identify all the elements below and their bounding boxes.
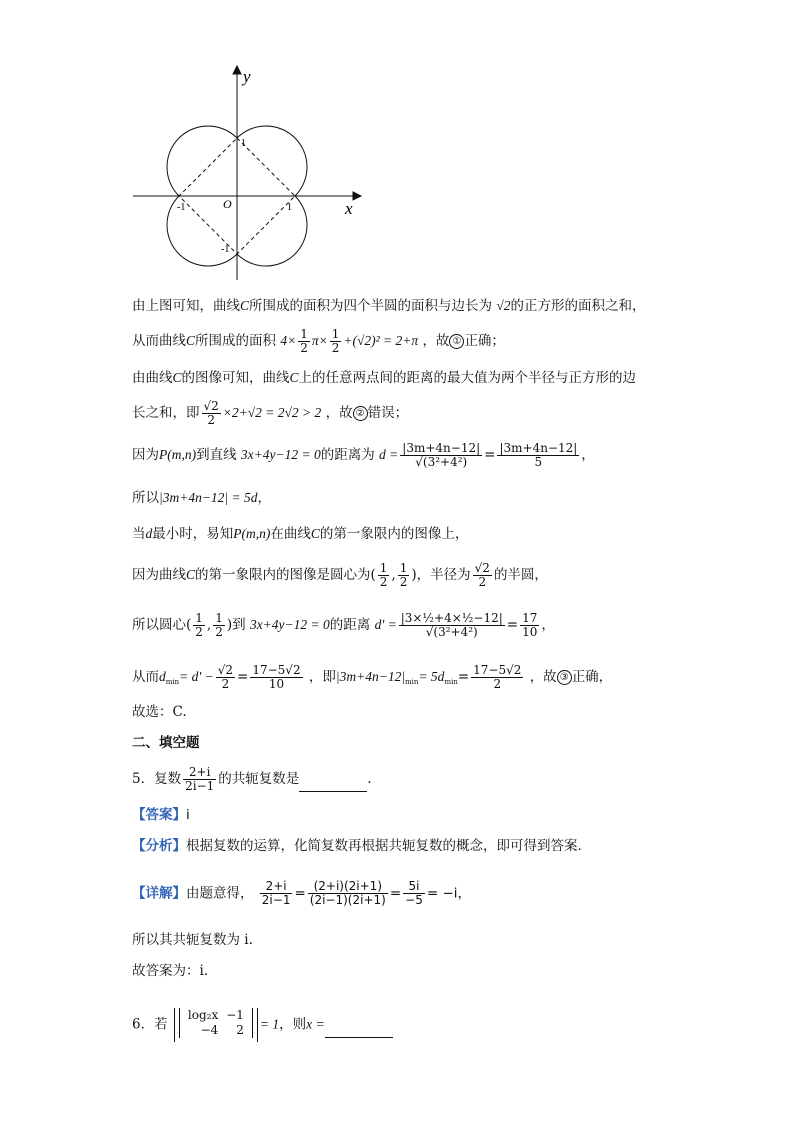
origin-label: O (223, 197, 232, 211)
detail-line: 【详解】由题意得， $\frac{2+i}{2i-1}$ = $\frac{(2+i)(2i+1)}{(2i-1)(2i+1)}$ = $\frac{5i}{-5}$ = −i， (132, 879, 472, 907)
fraction: $\frac{1}{2}$ (215, 611, 223, 639)
fraction: $\frac{2+i}{2i-1}$ (261, 879, 291, 907)
question-6: 6．若 log₂x −1 −4 2 = 1，则x = (132, 1008, 393, 1042)
fraction: $\frac{1}{2}$ (300, 327, 308, 355)
answer-blank (299, 771, 367, 792)
determinant: log₂x −1 −4 2 (174, 1008, 258, 1042)
text-line: 故选：C. (132, 704, 187, 720)
fraction: $\frac{|3m+4n-12|}{5}$ (499, 441, 578, 469)
x-axis-label: x (345, 199, 353, 218)
text-line: 所以圆心( $\frac{1}{2}$ , $\frac{1}{2}$ )到 3x+4y−12 = 0的距离 d' = $\frac{\text{|3×½+4×½−12|}}{\text{√(3²+4²)}}$ = $\frac{17}{10}$ ， (132, 611, 555, 639)
tick-neg-y: -1 (221, 244, 230, 255)
text-line: 从而曲线C所围成的面积 4× $\frac{1}{2}$ π× $\frac{1}{2}$ +(√2)² = 2+π ，故 ① 正确； (132, 327, 505, 355)
text-line: 所以|3m+4n−12| = 5d， (132, 490, 272, 506)
text-line: 长之和，即 $\frac{√2}{2}$ ×2+√2 = 2√2 > 2 ，故 ② 错误； (132, 399, 409, 427)
fraction: $\frac{17-5√2}{10}$ (252, 663, 301, 691)
fraction: $\frac{√2}{2}$ (203, 399, 219, 427)
tick-pos-x: 1 (287, 202, 292, 213)
question-5: 5．复数 $\frac{2+i}{2i-1}$ 的共轭复数是 . (132, 765, 372, 793)
semicircle-ne (237, 126, 307, 196)
answer-blank (325, 1017, 393, 1038)
text-line: 故答案为：i. (132, 963, 209, 979)
fraction: $\frac{\text{|3×½+4×½−12|}}{\text{√(3²+4²)}}$ (400, 611, 503, 639)
text-line: 从而$d_{min}= d'$ − $\frac{√2}{2}$ = $\frac{17-5√2}{10}$ ，即$|3m+4n-12|_{min}= 5d_{min}=$ $\frac{17-5√2}{2}$ ，故 ③ 正确， (132, 663, 613, 691)
fraction: $\frac{5i}{-5}$ (405, 879, 423, 907)
tick-neg-x: -1 (177, 202, 186, 213)
fraction: $\frac{1}{2}$ (399, 561, 408, 589)
text-line: 因为P(m,n)到直线 3x+4y−12 = 0的距离为 d = $\frac{|3m+4n-12|}{\text{√(3²+4²)}}$ = $\frac{|3m+4n-12|}{5}$ ， (132, 441, 595, 469)
text-line: 因为曲线C的第一象限内的图像是圆心为( $\frac{1}{2}$ , $\frac{1}{2}$ )，半径为 $\frac{√2}{2}$ 的半圆， (132, 561, 548, 589)
analysis-line: 【分析】根据复数的运算，化简复数再根据共轭复数的概念，即可得到答案. (132, 838, 582, 854)
semicircle-se (237, 196, 307, 266)
text-line: 由上图可知，曲线C所围成的面积为四个半圆的面积与边长为 √2的正方形的面积之和， (132, 298, 646, 314)
y-axis-label: y (243, 67, 251, 86)
text-line: 所以其共轭复数为 i. (132, 932, 253, 948)
text-line: 由曲线C的图像可知，曲线C上的任意两点间的距离的最大值为两个半径与正方形的边 (132, 370, 637, 386)
fraction: $\frac{1}{2}$ (379, 561, 388, 589)
fraction: $\frac{(2+i)(2i+1)}{(2i-1)(2i+1)}$ (309, 879, 386, 907)
y-axis-arrow (233, 66, 241, 74)
fraction: $\frac{2+i}{2i-1}$ (185, 765, 215, 793)
fraction: $\frac{|3m+4n-12|}{\text{√(3²+4²)}}$ (402, 441, 481, 469)
fraction: $\frac{1}{2}$ (331, 327, 340, 355)
tick-pos-y: 1 (241, 138, 246, 149)
curve-figure (125, 62, 375, 287)
fraction: $\frac{√2}{2}$ (217, 663, 234, 691)
fraction: $\frac{1}{2}$ (195, 611, 203, 639)
fraction: $\frac{√2}{2}$ (474, 561, 490, 589)
text-line: 当d最小时，易知P(m,n)在曲线C的第一象限内的图像上， (132, 526, 469, 542)
fraction: $\frac{17-5√2}{2}$ (473, 663, 522, 691)
fraction: $\frac{17}{10}$ (522, 611, 538, 639)
x-axis-arrow (353, 192, 361, 200)
semicircle-nw (167, 126, 237, 196)
section-heading: 二、填空题 (132, 735, 200, 751)
answer-line: 【答案】i (132, 807, 190, 823)
